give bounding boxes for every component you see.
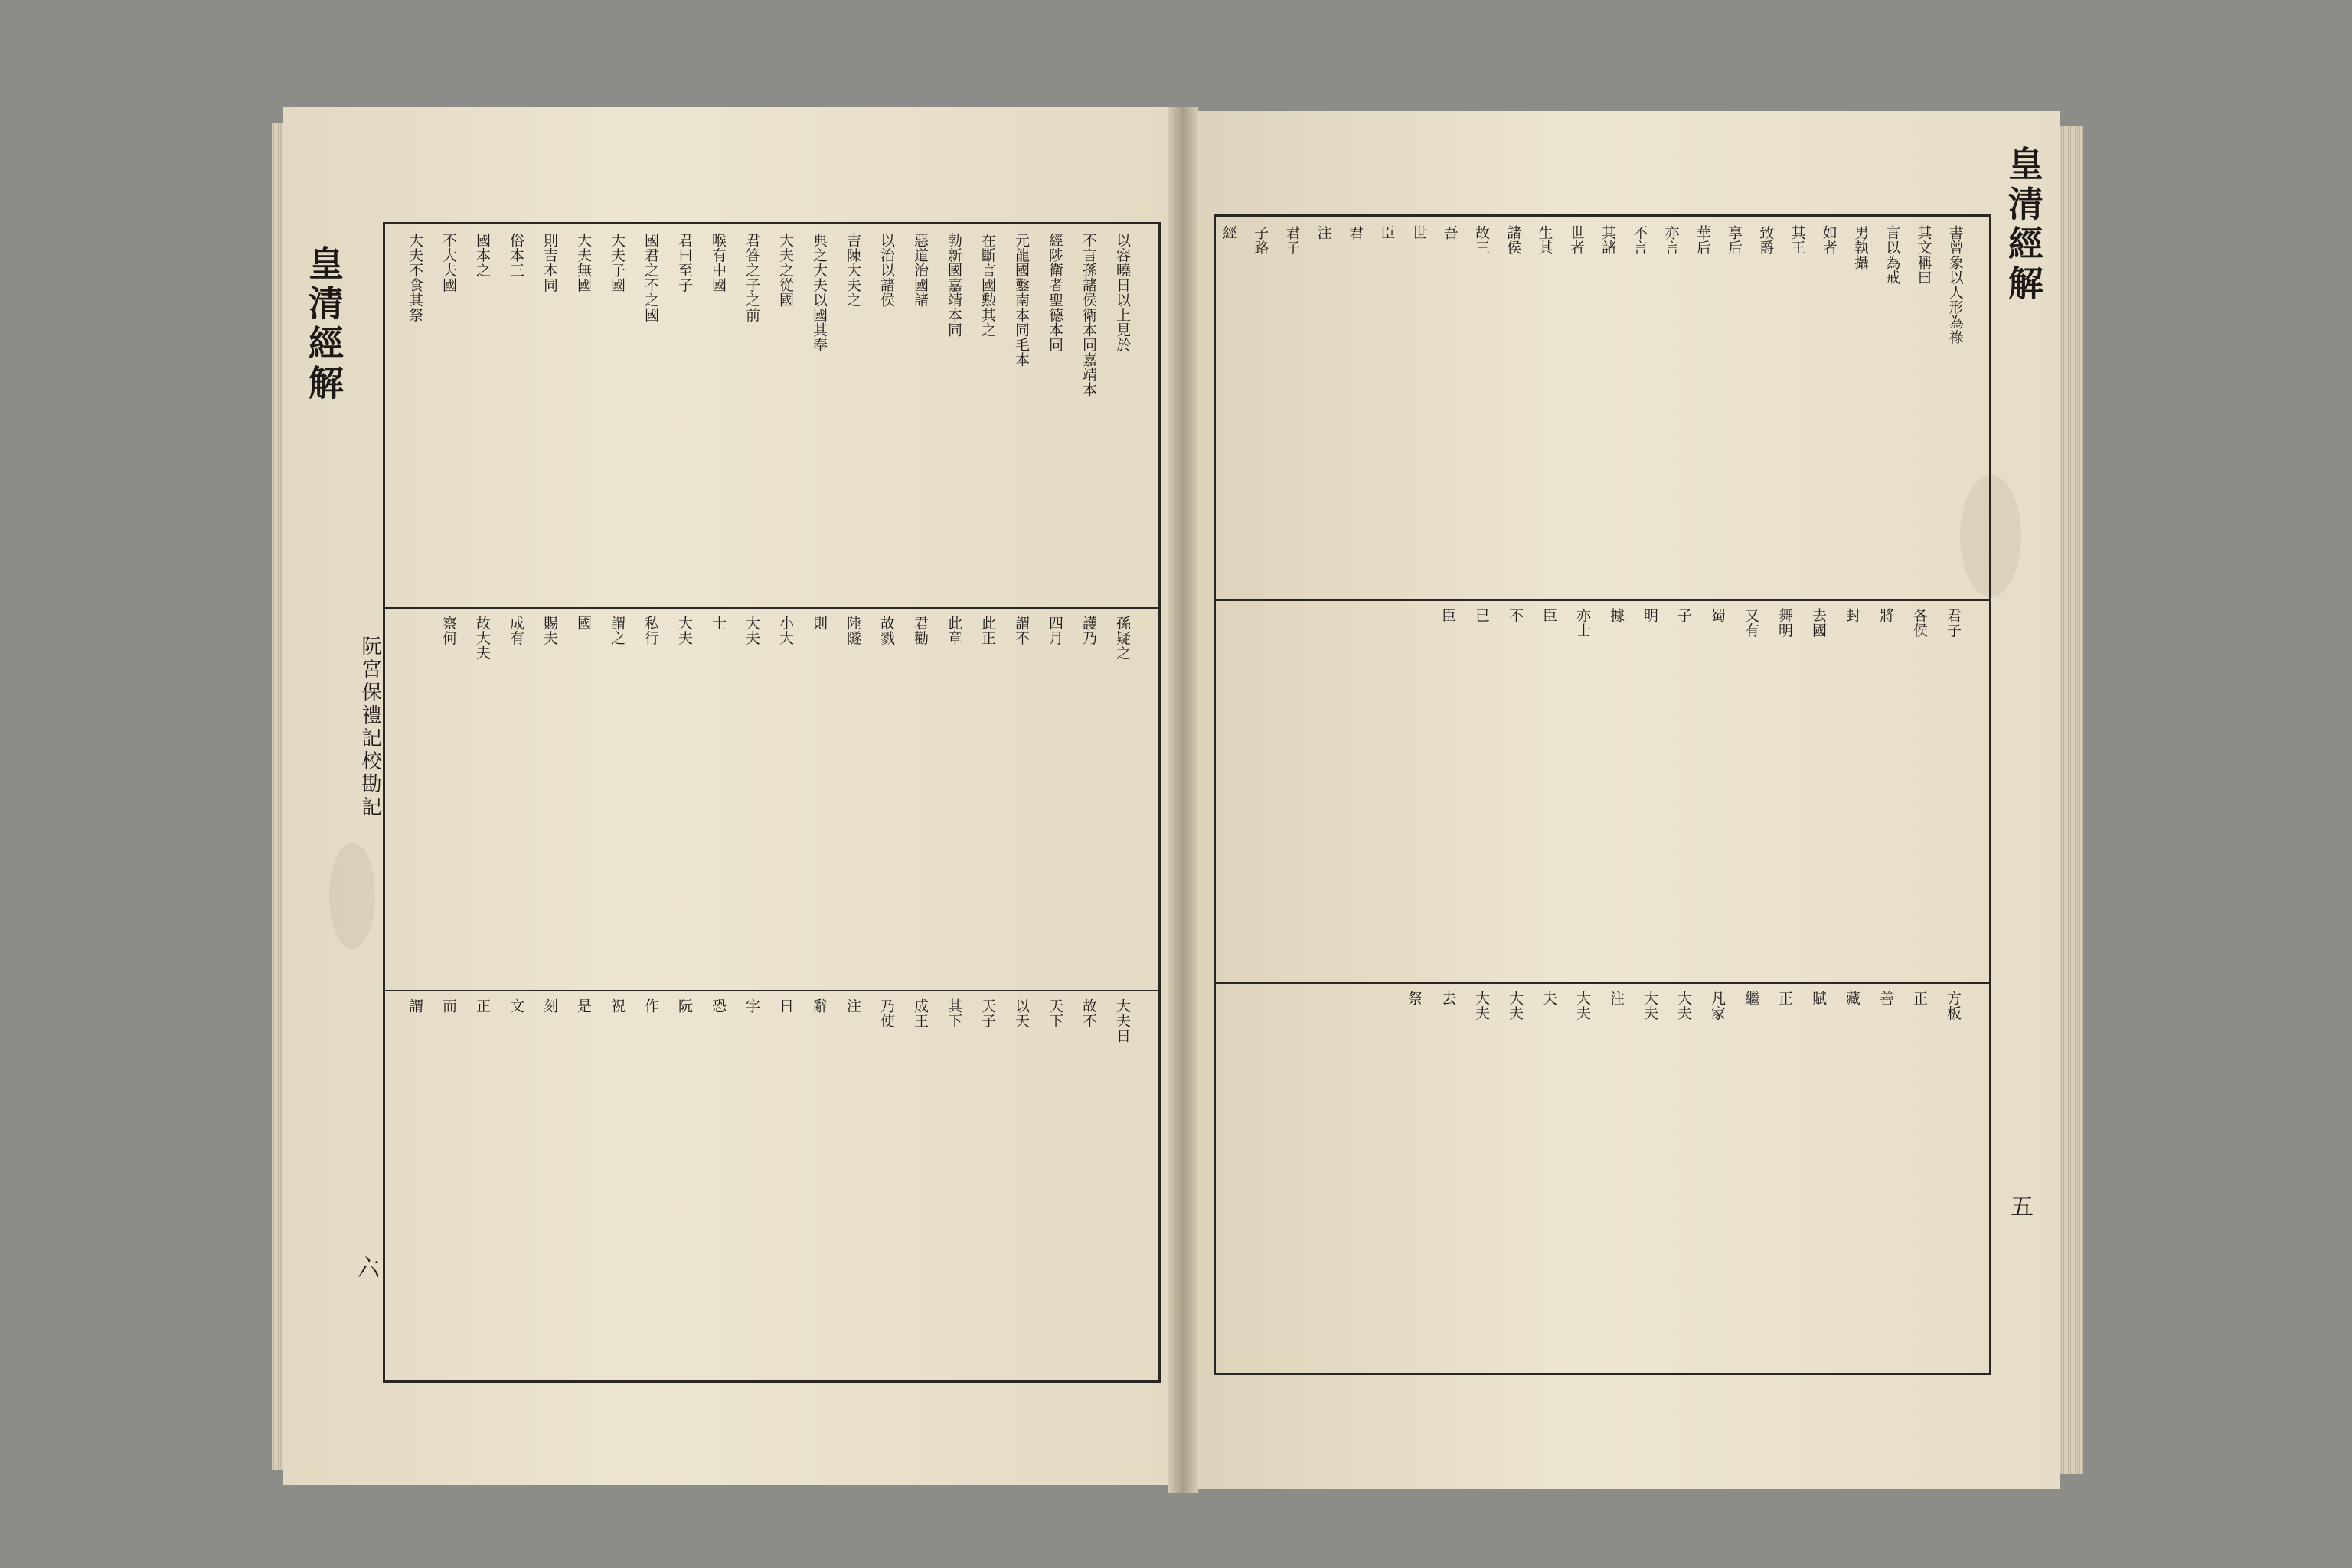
text-column: 大夫	[1574, 991, 1591, 1021]
text-column: 以容曉日以上見於	[1114, 233, 1131, 352]
text-column: 俗本三	[508, 233, 524, 278]
text-column: 此正	[979, 616, 996, 645]
right-folio: 五	[2006, 1194, 2033, 1217]
text-column: 則吉本同	[541, 233, 558, 292]
page-stain	[329, 842, 375, 949]
text-column: 經	[1220, 225, 1237, 240]
text-column: 言以為戒	[1883, 225, 1901, 285]
text-column: 君曰至子	[676, 233, 693, 292]
text-column: 大夫	[1473, 991, 1490, 1021]
text-column: 是	[575, 998, 592, 1014]
text-column: 大夫	[676, 616, 693, 645]
text-column: 君子	[1945, 608, 1962, 638]
text-column: 喉有中國	[710, 233, 727, 292]
text-column: 大夫	[1507, 991, 1524, 1021]
text-column: 子路	[1252, 225, 1269, 255]
text-column: 又有	[1743, 608, 1759, 638]
text-column: 華后	[1694, 225, 1711, 255]
text-column: 君答之子之前	[743, 233, 760, 322]
text-column: 不大夫國	[440, 233, 457, 292]
text-column: 臣	[1439, 608, 1456, 623]
text-column: 故不	[1080, 998, 1097, 1028]
text-column: 各侯	[1911, 608, 1928, 638]
text-column: 去國	[1810, 608, 1827, 638]
text-column: 護乃	[1080, 616, 1097, 645]
text-column: 則	[811, 616, 828, 631]
text-column: 國本之	[474, 233, 491, 278]
text-column: 勃新國嘉靖本同	[946, 233, 962, 338]
text-column: 君勸	[912, 616, 929, 645]
text-column: 天下	[1047, 998, 1063, 1028]
text-column: 天子	[979, 998, 996, 1028]
right-page-frame	[1214, 214, 1991, 1375]
text-column: 以治以諸侯	[878, 233, 895, 308]
text-column: 成有	[508, 616, 524, 645]
text-column: 經陟衛者聖德本同	[1047, 233, 1063, 352]
text-column: 四月	[1047, 616, 1063, 645]
text-column: 注	[1315, 225, 1332, 240]
text-column: 正	[1911, 991, 1928, 1006]
text-column: 正	[1776, 991, 1793, 1006]
text-column: 祝	[609, 998, 626, 1014]
text-column: 不言孫諸侯衛本同嘉靖本	[1080, 233, 1097, 397]
text-column: 亦言	[1662, 225, 1680, 255]
text-column: 夫	[1540, 991, 1557, 1006]
text-column: 舞明	[1776, 608, 1793, 638]
text-column: 陸隧	[844, 616, 861, 645]
band-divider	[385, 990, 1158, 991]
text-column: 蜀	[1709, 608, 1726, 623]
text-column: 其文稱曰	[1915, 225, 1932, 285]
right-page-edges	[2060, 126, 2082, 1474]
text-column: 臣	[1540, 608, 1557, 623]
text-column: 據	[1608, 608, 1625, 623]
text-column: 生其	[1536, 225, 1553, 255]
text-column: 大夫之從國	[777, 233, 794, 308]
text-column: 士	[710, 616, 727, 631]
text-column: 小大	[777, 616, 794, 645]
text-column: 君	[1347, 225, 1364, 240]
text-column: 謂之	[609, 616, 626, 645]
book-gutter	[1168, 107, 1198, 1493]
text-column: 大夫日	[1114, 998, 1131, 1044]
text-column: 正	[474, 998, 491, 1014]
text-column: 成王	[912, 998, 929, 1028]
text-column: 享后	[1726, 225, 1743, 255]
text-column: 大夫不食其祭	[407, 233, 423, 322]
text-column: 大夫	[1675, 991, 1692, 1021]
text-column: 凡家	[1709, 991, 1726, 1021]
band-divider	[1216, 982, 1989, 984]
text-column: 故大夫	[474, 616, 491, 661]
text-column: 以天	[1013, 998, 1030, 1028]
text-column: 君子	[1283, 225, 1301, 255]
text-column: 不言	[1631, 225, 1648, 255]
text-column: 阮	[676, 998, 693, 1014]
text-column: 典之大夫以國其奉	[811, 233, 828, 352]
text-column: 文	[508, 998, 524, 1014]
text-column: 祭	[1406, 991, 1423, 1006]
text-column: 注	[1608, 991, 1625, 1006]
text-column: 繼	[1743, 991, 1759, 1006]
text-column: 賦	[1810, 991, 1827, 1006]
text-column: 此章	[946, 616, 962, 645]
text-column: 私行	[642, 616, 659, 645]
text-column: 方板	[1945, 991, 1962, 1021]
left-page-frame	[383, 222, 1161, 1383]
band-divider	[1216, 599, 1989, 601]
text-column: 孫疑之	[1114, 616, 1131, 661]
text-column: 已	[1473, 608, 1490, 623]
text-column: 乃使	[878, 998, 895, 1028]
text-column: 大夫	[1642, 991, 1658, 1021]
text-column: 致爵	[1757, 225, 1775, 255]
text-column: 國	[575, 616, 592, 631]
text-column: 封	[1844, 608, 1860, 623]
text-column: 男執攝	[1852, 225, 1869, 270]
text-column: 其下	[946, 998, 962, 1028]
text-column: 諸侯	[1504, 225, 1522, 255]
text-column: 如者	[1820, 225, 1838, 255]
text-column: 善	[1877, 991, 1894, 1006]
text-column: 藏	[1844, 991, 1860, 1006]
text-column: 賜夫	[541, 616, 558, 645]
text-column: 其王	[1788, 225, 1806, 255]
text-column: 察何	[440, 616, 457, 645]
text-column: 亦士	[1574, 608, 1591, 638]
text-column: 世	[1410, 225, 1427, 240]
text-column: 而	[440, 998, 457, 1014]
text-column: 吾	[1441, 225, 1459, 240]
text-column: 日	[777, 998, 794, 1014]
text-column: 其諸	[1599, 225, 1616, 255]
text-column: 吉陳大夫之	[844, 233, 861, 308]
left-side-note: 阮宮保禮記校勘記	[358, 635, 381, 819]
band-divider	[385, 607, 1158, 609]
text-column: 辭	[811, 998, 828, 1014]
text-column: 將	[1877, 608, 1894, 623]
left-folio: 六	[352, 1256, 379, 1279]
text-column: 世者	[1567, 225, 1585, 255]
text-column: 謂不	[1013, 616, 1030, 645]
text-column: 惡道治國諸	[912, 233, 929, 308]
text-column: 謂	[407, 998, 423, 1014]
text-column: 字	[743, 998, 760, 1014]
text-column: 故戮	[878, 616, 895, 645]
text-column: 元龍國鑿南本同毛本	[1013, 233, 1030, 368]
text-column: 作	[642, 998, 659, 1014]
text-column: 大夫子國	[609, 233, 626, 292]
text-column: 書曾象以人形為祿	[1946, 225, 1964, 345]
text-column: 大夫	[743, 616, 760, 645]
text-column: 故三	[1473, 225, 1490, 255]
text-column: 恐	[710, 998, 727, 1014]
text-column: 不	[1507, 608, 1524, 623]
text-column: 刻	[541, 998, 558, 1014]
left-running-title: 皇清經解	[303, 245, 345, 404]
text-column: 臣	[1378, 225, 1396, 240]
text-column: 去	[1439, 991, 1456, 1006]
right-running-title: 皇清經解	[2003, 145, 2044, 305]
text-column: 注	[844, 998, 861, 1014]
text-column: 在斷言國勲其之	[979, 233, 996, 338]
text-column: 大夫無國	[575, 233, 592, 292]
text-column: 子	[1675, 608, 1692, 623]
text-column: 明	[1642, 608, 1658, 623]
text-column: 國君之不之國	[642, 233, 659, 322]
